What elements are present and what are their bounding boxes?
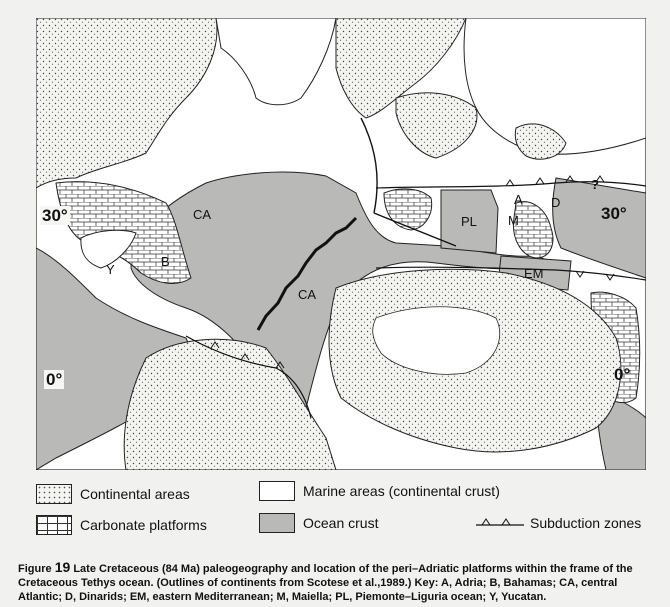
label-a: A bbox=[514, 192, 523, 207]
ocean-swatch bbox=[259, 513, 295, 533]
paleogeographic-map bbox=[36, 18, 646, 470]
label-d: D bbox=[551, 195, 561, 210]
latitude-0-left: 0° bbox=[46, 370, 63, 389]
figure-caption bbox=[18, 560, 658, 604]
map-legend bbox=[36, 478, 646, 548]
legend-label-marine: Marine areas (continental crust) bbox=[303, 483, 500, 499]
caption-text: Late Cretaceous (84 Ma) paleogeography and location of the peri–Adriatic platforms within the frame of the Cretaceous Tethys ocean. (Outlines of continents from Scotese et al.,1989.) Key: A, Adria; B, Bahamas; CA, central Atlantic; D, Dinarids; EM, eastern Mediterranean; M, Maiella; PL, Piemonte–Liguria ocean; Y, Yucatan. bbox=[18, 563, 633, 603]
continental-swatch bbox=[36, 484, 72, 504]
figure-number: 19 bbox=[54, 559, 71, 575]
legend-label-ocean: Ocean crust bbox=[303, 515, 379, 531]
label-b: B bbox=[161, 254, 170, 269]
legend-label-carbonate: Carbonate platforms bbox=[80, 517, 207, 533]
legend-item-ocean bbox=[259, 513, 378, 533]
legend-item-subduction bbox=[476, 515, 641, 531]
latitude-0-right: 0° bbox=[614, 365, 631, 384]
label-ca-north: CA bbox=[193, 207, 212, 222]
label-y: Y bbox=[106, 262, 115, 277]
latitude-30-right: 30° bbox=[601, 204, 627, 223]
label-ca-south: CA bbox=[298, 287, 317, 302]
legend-label-continental: Continental areas bbox=[80, 486, 190, 502]
figure-label: Figure bbox=[18, 563, 52, 575]
carbonate-swatch bbox=[36, 515, 72, 535]
legend-item-marine bbox=[259, 481, 500, 501]
label-em: EM bbox=[524, 266, 544, 281]
legend-label-subduction: Subduction zones bbox=[530, 515, 642, 531]
label-m: M bbox=[508, 213, 519, 228]
marine-swatch bbox=[259, 481, 295, 501]
legend-item-carbonate bbox=[36, 515, 207, 535]
label-pl: PL bbox=[461, 214, 477, 229]
label-question: ? bbox=[591, 177, 599, 192]
latitude-30-left: 30° bbox=[42, 206, 68, 225]
legend-item-continental bbox=[36, 484, 190, 504]
subduction-symbol bbox=[476, 515, 524, 531]
